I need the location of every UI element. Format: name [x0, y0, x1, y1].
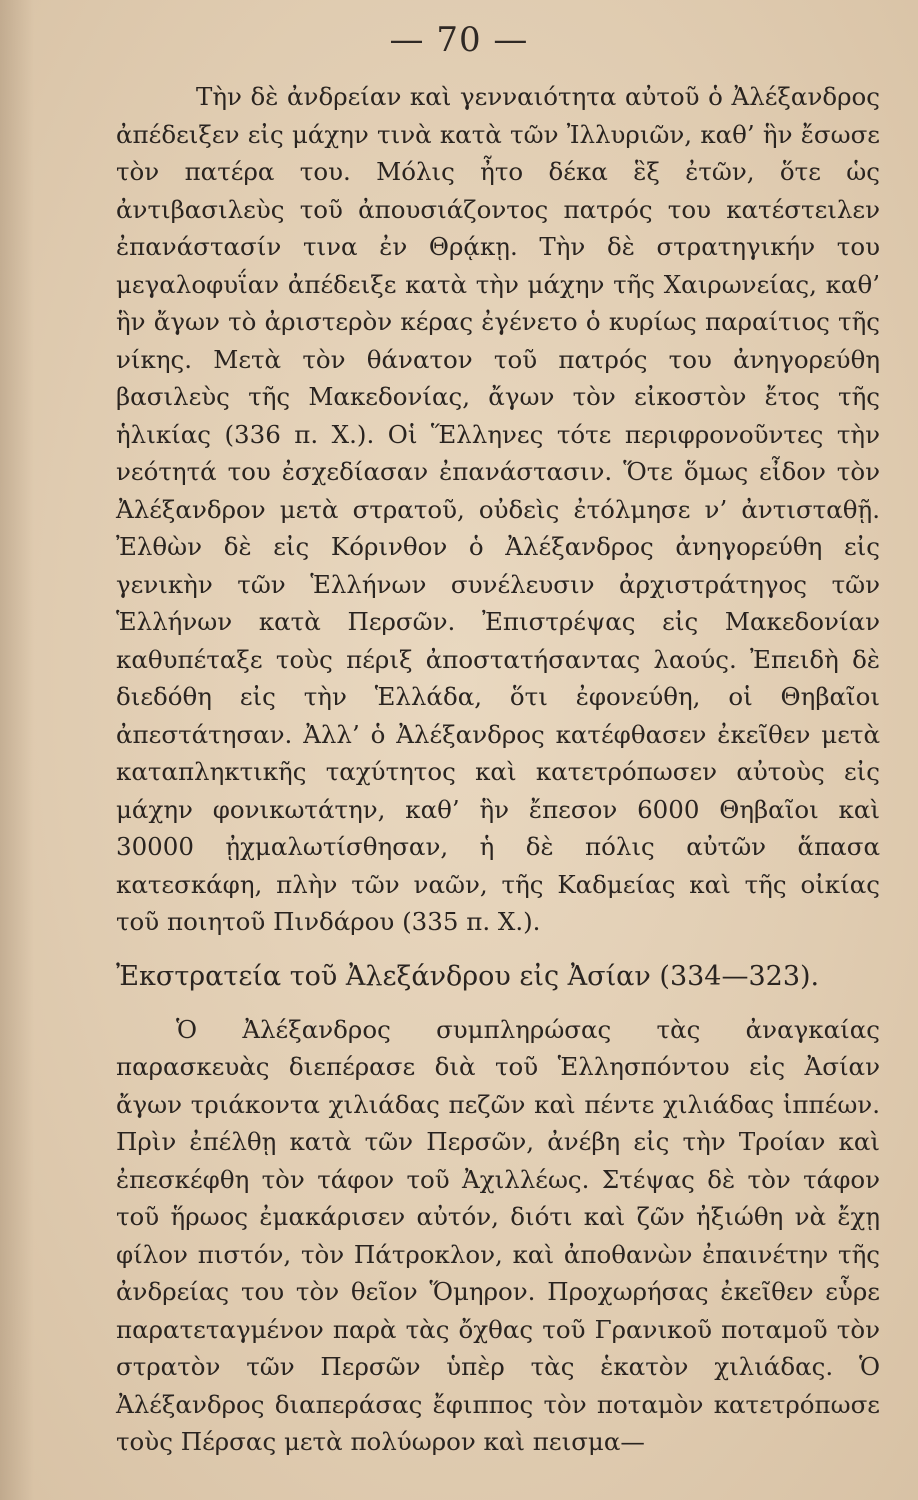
page-text	[116, 78, 880, 1461]
page-number: — 70 —	[389, 20, 529, 60]
section-heading: Ἐκστρατεία τοῦ Ἀλεξάνδρου εἰς Ἀσίαν (334—323).	[116, 960, 820, 992]
spine-shadow	[0, 0, 34, 1500]
paragraph-1: Τὴν δὲ ἀνδρείαν καὶ γενναιότητα αὐτοῦ ὁ Ἀλέξανδρος ἀπέδειξεν εἰς μάχην τινὰ κατὰ τῶν Ἰλλυριῶν, καθ’ ἣν ἔσωσε τὸν πατέρα του. Μόλις ἦτο δέκα ἓξ ἐτῶν, ὅτε ὡς ἀντιβασιλεὺς τοῦ ἀπουσιάζοντος πατρός του κατέστειλεν ἐπανάστασίν τινα ἐν Θρᾴκῃ. Τὴν δὲ στρατηγικήν του μεγαλοφυΐαν ἀπέδειξε κατὰ τὴν μάχην τῆς Χαιρωνείας, καθ’ ἣν ἄγων τὸ ἀριστερὸν κέρας ἐγένετο ὁ κυρίως παραίτιος τῆς νίκης. Μετὰ τὸν θάνατον τοῦ πατρός του ἀνηγορεύθη βασιλεὺς τῆς Μακεδονίας, ἄγων τὸν εἰκοστὸν ἔτος τῆς ἡλικίας (336 π. Χ.). Οἱ Ἕλληνες τότε περιφρονοῦντες τὴν νεότητά του ἐσχεδίασαν ἐπανάστασιν. Ὅτε ὅμως εἶδον τὸν Ἀλέξανδρον μετὰ στρατοῦ, οὐδεὶς ἐτόλμησε ν’ ἀντισταθῇ. Ἐλθὼν δὲ εἰς Κόρινθον ὁ Ἀλέξανδρος ἀνηγορεύθη εἰς γενικὴν τῶν Ἑλλήνων συνέλευσιν ἀρχιστράτηγος τῶν Ἑλλήνων κατὰ Περσῶν. Ἐπιστρέψας εἰς Μακεδονίαν καθυπέταξε τοὺς πέριξ ἀποστατήσαντας λαούς. Ἐπειδὴ δὲ διεδόθη εἰς τὴν Ἑλλάδα, ὅτι ἐφονεύθη, οἱ Θηβαῖοι ἀπεστάτησαν. Ἀλλ’ ὁ Ἀλέξανδρος κατέφθασεν ἐκεῖθεν μετὰ καταπληκτικῆς ταχύτητος καὶ κατετρόπωσεν αὐτοὺς εἰς μάχην φονικωτάτην, καθ’ ἣν ἔπεσον 6000 Θηβαῖοι καὶ 30000 ᾐχμαλωτίσθησαν, ἡ δὲ πόλις αὐτῶν ἅπασα κατεσκάφη, πλὴν τῶν ναῶν, τῆς Καδμείας καὶ τῆς οἰκίας τοῦ ποιητοῦ Πινδάρου (335 π. Χ.).	[116, 82, 880, 936]
paragraph-2: Ὁ Ἀλέξανδρος συμπληρώσας τὰς ἀναγκαίας παρασκευὰς διεπέρασε διὰ τοῦ Ἑλλησπόντου εἰς Ἀσίαν ἄγων τριάκοντα χιλιάδας πεζῶν καὶ πέντε χιλιάδας ἱππέων. Πρὶν ἐπέλθῃ κατὰ τῶν Περσῶν, ἀνέβη εἰς τὴν Τροίαν καὶ ἐπεσκέφθη τὸν τάφον τοῦ Ἀχιλλέως. Στέψας δὲ τὸν τάφον τοῦ ἥρωος ἐμακάρισεν αὐτόν, διότι καὶ ζῶν ἠξιώθη νὰ ἔχῃ φίλον πιστόν, τὸν Πάτροκλον, καὶ ἀποθανὼν ἐπαινέτην τῆς ἀνδρείας του τὸν θεῖον Ὅμηρον. Προχωρήσας ἐκεῖθεν εὗρε παρατεταγμένον παρὰ τὰς ὄχθας τοῦ Γρανικοῦ ποταμοῦ τὸν στρατὸν τῶν Περσῶν ὑπὲρ τὰς ἑκατὸν χιλιάδας. Ὁ Ἀλέξανδρος διαπεράσας ἔφιππος τὸν ποταμὸν κατετρόπωσε τοὺς Πέρσας μετὰ πολύωρον καὶ πεισμα—	[116, 1014, 880, 1456]
